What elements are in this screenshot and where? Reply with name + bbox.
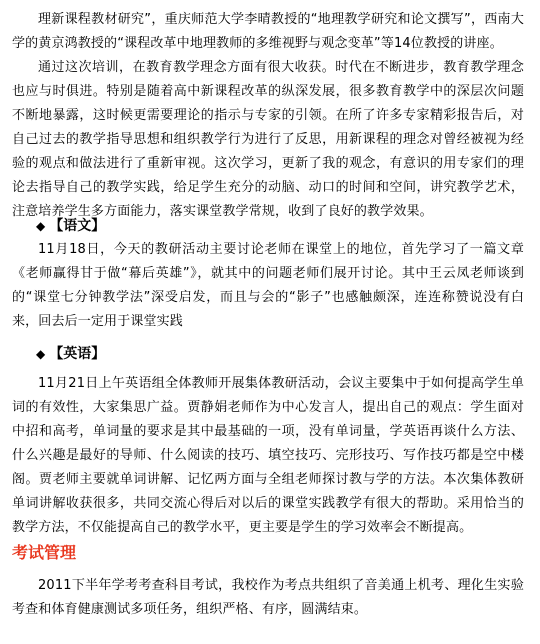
training-paragraph: 通过这次培训，在教育教学理念方面有很大收获。时代在不断进步，教育教学理念也应与时俱进。特别是随着高中新课程改革的纵深发展，很多教育教学中的深层次问题不断地暴露，这时候更需要理论的指示与专家的引领。在所了许多专家精彩报告后，对自己过去的教学指导思想和组织教学行为进行了反思，用新课程的理念对曾经被视为经验的观点和做法进行了重新审视。这次学习，更新了我的观念，有意识的用专家们的理论去指导自己的教学实践，给足学生充分的动脑、动口的时间和空间，讲究教学艺术，注意培养学生多方面能力，落实课堂教学常规，收到了良好的教学效果。 <box>12 60 524 219</box>
english-paragraph: 11月21日上午英语组全体教师开展集体教研活动，会议主要集中于如何提高学生单词的有效性，大家集思广益。贾静娟老师作为中心发言人，提出自己的观点：学生面对中招和高考，单词量的要求是其中最基础的一项，没有单词量，学英语再谈什么方法、什么兴趣是最好的导师、什么阅读的技巧、填空技巧、完形技巧、写作技巧都是空中楼阁。贾老师主要就单词讲解、记忆两方面与全组老师探讨教与学的方法。本次集体教研单词讲解收获很多，共同交流心得后对以后的课堂实践教学有很大的帮助。采用恰当的教学方法，不仅能提高自己的教学水平，更主要是学生的学习效率会不断提高。 <box>12 376 524 535</box>
english-heading-label: 【英语】 <box>49 346 106 362</box>
chinese-heading <box>36 214 105 238</box>
exam-paragraph: 2011下半年学考考查科目考试，我校作为考点共组织了音美通上机考、理化生实验考查和体育健康测试多项任务，组织严格、有序，圆满结束。 <box>12 578 524 617</box>
diamond-bullet-icon: ◆ <box>36 219 46 233</box>
diamond-bullet-icon: ◆ <box>36 347 46 361</box>
intro-paragraph: 理新课程教材研究”，重庆师范大学李晴教授的“地理教学研究和论文撰写”，西南大学的黄京鸿教授的“课程改革中地理教师的多维视野与观念变革”等14位教授的讲座。 <box>12 12 524 51</box>
chinese-paragraph: 11月18日，今天的教研活动主要讨论老师在课堂上的地位，首先学习了一篇文章《老师赢得甘于做“幕后英雄”》，就其中的问题老师们展开讨论。其中王云凤老师谈到的“课堂七分钟教学法”深受启发，而且与会的“影子”也感触颇深，连连称赞说没有白来，回去后一定用于课堂实践 <box>12 242 524 329</box>
exam-management-title: 考试管理 <box>12 543 77 562</box>
chinese-heading-label: 【语文】 <box>49 218 106 234</box>
english-heading <box>36 342 105 366</box>
